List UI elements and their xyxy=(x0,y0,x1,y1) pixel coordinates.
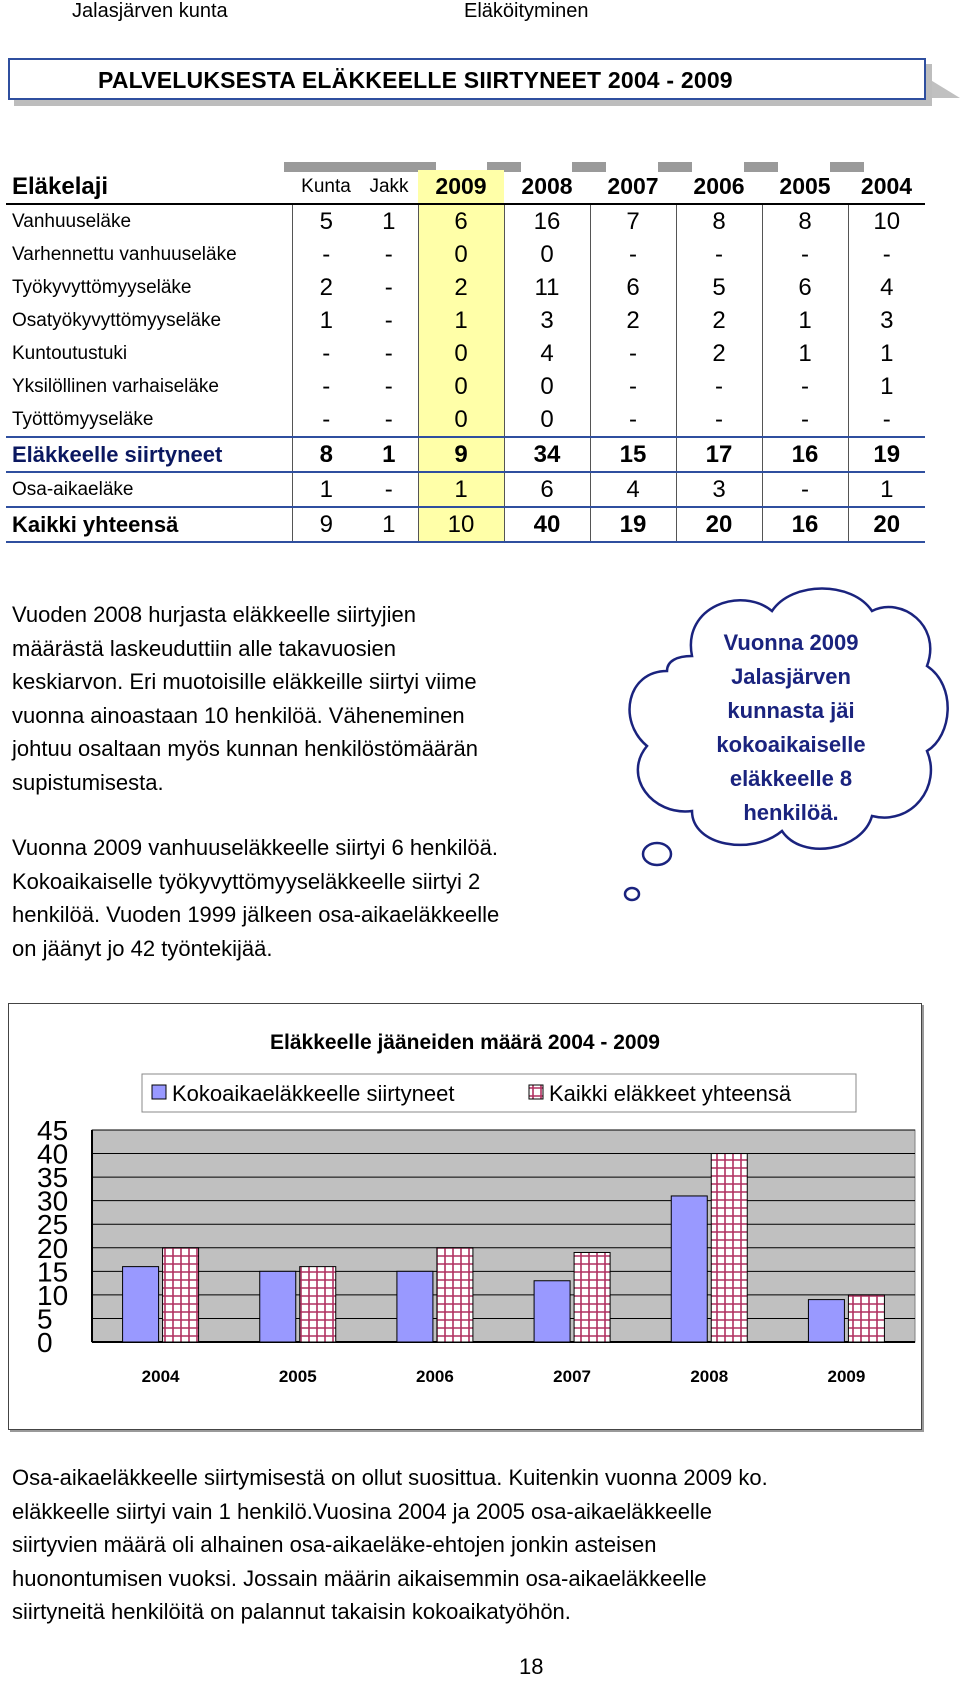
table-cell: 10 xyxy=(848,204,925,238)
col-year-header: 2007 xyxy=(590,170,676,204)
table-cell: 15 xyxy=(590,437,676,472)
table-cell: Osa-aikaeläke xyxy=(12,478,134,500)
chart-legend xyxy=(142,1074,856,1112)
bar-full-time xyxy=(671,1196,707,1342)
table-cell: - xyxy=(384,405,393,433)
y-tick-label: 30 xyxy=(37,1185,69,1217)
paragraph-part-time xyxy=(12,1461,942,1629)
table-cell: 0 xyxy=(504,370,590,403)
table-cell: 1 xyxy=(292,304,360,337)
x-tick-label: 2004 xyxy=(141,1367,180,1386)
text-line: huonontumisen vuoksi. Jossain määrin aikaisemmin osa-aikaeläkkeelle xyxy=(12,1565,707,1591)
text-line: vuonna ainoastaan 10 henkilöä. Väheneminen xyxy=(12,702,465,728)
y-tick-label: 20 xyxy=(37,1232,69,1264)
table-row xyxy=(6,238,925,271)
bar-full-time xyxy=(397,1271,433,1342)
table-cell: 5 xyxy=(676,271,762,304)
cloud-line: Vuonna 2009 xyxy=(723,630,859,655)
table-cell: - xyxy=(384,475,393,503)
table-cell: 19 xyxy=(590,507,676,542)
y-tick-label: 35 xyxy=(37,1162,69,1194)
text-line: Vuoden 2008 hurjasta eläkkeelle siirtyjien xyxy=(12,602,416,627)
y-tick-label: 0 xyxy=(37,1327,53,1358)
table-cell: Työttömyyseläke xyxy=(12,408,154,430)
table-row xyxy=(6,337,925,370)
legend-swatch-total xyxy=(529,1085,543,1099)
page-title: PALVELUKSESTA ELÄKKEELLE SIIRTYNEET 2004 - 2009 xyxy=(98,67,733,93)
bar-full-time xyxy=(534,1281,570,1342)
x-tick-label: 2007 xyxy=(553,1367,591,1386)
table-row xyxy=(6,370,925,403)
table-cell: Työkyvyttömyyseläke xyxy=(12,276,192,298)
col-year-header: 2004 xyxy=(848,170,925,204)
pension-table xyxy=(6,170,925,543)
cloud-text xyxy=(680,626,902,830)
table-cell: Kuntoutustuki xyxy=(12,342,128,364)
plot-area xyxy=(37,1115,915,1386)
table-cell: 4 xyxy=(590,472,676,507)
table-cell: 0 xyxy=(418,238,504,271)
table-cell: - xyxy=(384,339,393,367)
x-tick-label: 2006 xyxy=(416,1367,454,1386)
bar-total xyxy=(574,1252,610,1342)
table-cell: - xyxy=(762,472,848,507)
legend-label: Kaikki eläkkeet yhteensä xyxy=(549,1081,792,1106)
table-cell: 19 xyxy=(848,437,925,472)
table-cell: - xyxy=(292,337,360,370)
bar-total xyxy=(163,1248,199,1342)
x-tick-label: 2008 xyxy=(690,1367,729,1386)
table-cell: 1 xyxy=(848,370,925,403)
table-cell: 1 xyxy=(360,437,418,472)
table-cell: Varhennettu vanhuuseläke xyxy=(12,243,237,265)
table-cell: 40 xyxy=(504,507,590,542)
y-tick-label: 5 xyxy=(37,1303,53,1335)
col-year-header: 2006 xyxy=(676,170,762,204)
cloud-line: henkilöä. xyxy=(743,800,839,825)
bar-full-time xyxy=(260,1271,296,1342)
chart-frame xyxy=(8,1003,922,1430)
table-cell: - xyxy=(762,403,848,437)
paragraph-2009 xyxy=(12,831,499,965)
table-cell: 3 xyxy=(676,472,762,507)
table-cell: 1 xyxy=(762,304,848,337)
col-kunta-header: Kunta xyxy=(292,170,360,204)
table-row xyxy=(6,271,925,304)
table-cell: 0 xyxy=(418,370,504,403)
table-cell: - xyxy=(676,238,762,271)
table-cell: - xyxy=(384,306,393,334)
table-row xyxy=(6,507,925,542)
text-line: määrästä laskeuduttiin alle takavuosien xyxy=(12,635,397,661)
bar-full-time xyxy=(123,1267,159,1342)
text-line: eläkkeelle siirtyi vain 1 henkilö.Vuosina 2004 ja 2005 osa-aikaeläkkeelle xyxy=(12,1498,712,1524)
table-cell: 1 xyxy=(418,304,504,337)
text-line: keskiarvon. Eri muotoisille eläkkeille siirtyi viime xyxy=(12,669,477,694)
text-line: henkilöä. Vuoden 1999 jälkeen osa-aikaeläkkeelle xyxy=(12,902,500,927)
table-cell: - xyxy=(292,403,360,437)
cloud-line: eläkkeelle 8 xyxy=(729,766,853,791)
table-cell: - xyxy=(676,370,762,403)
table-cell: 4 xyxy=(848,271,925,304)
table-cell: 6 xyxy=(590,271,676,304)
table-cell: 2 xyxy=(418,271,504,304)
table-cell: 1 xyxy=(382,207,396,235)
cloud-line: kunnasta jäi xyxy=(727,698,855,723)
table-cell: 8 xyxy=(762,204,848,238)
table-cell: - xyxy=(590,337,676,370)
y-tick-label: 45 xyxy=(37,1115,69,1146)
table-cell: 34 xyxy=(504,437,590,472)
page-number: 18 xyxy=(519,1654,544,1679)
text-line: Osa-aikaeläkkeelle siirtymisestä on ollut suosittua. Kuitenkin vuonna 2009 ko. xyxy=(12,1465,768,1490)
table-cell: 2 xyxy=(292,271,360,304)
bar-total xyxy=(437,1248,473,1342)
cloud-line: Jalasjärven xyxy=(731,664,851,689)
table-cell: 11 xyxy=(504,271,590,304)
table-cell: 16 xyxy=(504,204,590,238)
table-cell: 2 xyxy=(590,304,676,337)
table-cell: - xyxy=(590,238,676,271)
table-cell: 8 xyxy=(676,204,762,238)
table-row xyxy=(6,304,925,337)
table-cell: - xyxy=(384,273,393,301)
table-cell: 7 xyxy=(590,204,676,238)
table-row xyxy=(6,204,925,238)
table-cell: 6 xyxy=(418,204,504,238)
cloud-line: kokoaikaiselle xyxy=(716,732,866,757)
col-jakk-header: Jakk xyxy=(360,170,418,204)
table-cell: 16 xyxy=(762,507,848,542)
table-cell: 3 xyxy=(504,304,590,337)
y-tick-label: 15 xyxy=(37,1256,69,1288)
header-municipality: Jalasjärven kunta xyxy=(72,0,228,22)
title-shadow-tip xyxy=(924,76,960,98)
text-line: johtuu osaltaan myös kunnan henkilöstömäärän xyxy=(12,736,478,761)
table-cell: 10 xyxy=(418,507,504,542)
table-cell: 0 xyxy=(504,403,590,437)
table-cell: 1 xyxy=(848,472,925,507)
table-cell: - xyxy=(292,238,360,271)
table-cell: 0 xyxy=(418,403,504,437)
y-tick-label: 25 xyxy=(37,1209,69,1241)
col-label-header: Eläkelaji xyxy=(6,170,292,204)
y-tick-label: 40 xyxy=(37,1138,69,1170)
text-line: siirtyneitä henkilöitä on palannut takaisin kokoaikatyöhön. xyxy=(12,1599,571,1624)
table-cell: - xyxy=(848,238,925,271)
table-cell: - xyxy=(590,370,676,403)
table-row xyxy=(6,437,925,472)
table-cell: - xyxy=(384,240,393,268)
x-tick-label: 2009 xyxy=(827,1367,866,1386)
table-cell: 1 xyxy=(848,337,925,370)
table-cell: Yksilöllinen varhaiseläke xyxy=(12,375,219,397)
table-cell: Osatyökyvyttömyyseläke xyxy=(12,309,222,331)
table-cell: 2 xyxy=(676,337,762,370)
paragraph-decline xyxy=(12,598,478,799)
table-row xyxy=(6,472,925,507)
table-cell: - xyxy=(590,403,676,437)
text-line: siirtyvien määrä oli alhainen osa-aikaeläke-ehtojen jonkin asteisen xyxy=(12,1532,657,1557)
table-cell: 20 xyxy=(676,507,762,542)
header-topic: Eläköityminen xyxy=(464,0,589,22)
table-cell: 5 xyxy=(292,204,360,238)
bar-full-time xyxy=(808,1300,844,1342)
plot-background xyxy=(92,1130,915,1342)
table-cell: - xyxy=(762,370,848,403)
text-line: on jäänyt jo 42 työntekijää. xyxy=(12,935,273,961)
bar-chart xyxy=(9,1004,921,1429)
table-cell: 20 xyxy=(848,507,925,542)
table-cell: 6 xyxy=(504,472,590,507)
table-cell: 9 xyxy=(292,507,360,542)
col-year-header: 2005 xyxy=(762,170,848,204)
bar-total xyxy=(300,1267,336,1342)
y-tick-label: 10 xyxy=(37,1279,69,1311)
table-cell: - xyxy=(292,370,360,403)
table-header-row xyxy=(6,170,925,204)
legend-swatch-full-time xyxy=(152,1085,166,1099)
table-cell: 3 xyxy=(848,304,925,337)
col-year-header: 2009 xyxy=(418,170,504,204)
table-cell: Eläkkeelle siirtyneet xyxy=(6,437,292,472)
table-cell: 1 xyxy=(762,337,848,370)
text-line: Kokoaikaiselle työkyvyttömyyseläkkeelle siirtyi 2 xyxy=(12,868,481,894)
text-line: Vuonna 2009 vanhuuseläkkeelle siirtyi 6 henkilöä. xyxy=(12,835,498,860)
table-cell: 1 xyxy=(418,472,504,507)
legend-label: Kokoaikaeläkkeelle siirtyneet xyxy=(172,1081,455,1106)
table-cell: 4 xyxy=(504,337,590,370)
title-box xyxy=(8,58,926,100)
table-cell: 8 xyxy=(292,437,360,472)
chart-title: Eläkkeelle jääneiden määrä 2004 - 2009 xyxy=(270,1031,660,1054)
table-cell: 0 xyxy=(418,337,504,370)
x-tick-label: 2005 xyxy=(278,1367,317,1386)
bar-total xyxy=(848,1295,884,1342)
table-cell: 17 xyxy=(676,437,762,472)
table-cell: 1 xyxy=(360,507,418,542)
table-cell: Vanhuuseläke xyxy=(12,210,132,232)
text-line: supistumisesta. xyxy=(12,769,164,795)
table-cell: 16 xyxy=(762,437,848,472)
table-row xyxy=(6,403,925,437)
table-cell: Kaikki yhteensä xyxy=(6,507,292,542)
table-cell: - xyxy=(384,372,393,400)
table-cell: - xyxy=(848,403,925,437)
table-cell: 9 xyxy=(418,437,504,472)
table-cell: - xyxy=(676,403,762,437)
bar-total xyxy=(711,1154,747,1342)
table-cell: 1 xyxy=(292,472,360,507)
table-cell: 2 xyxy=(676,304,762,337)
col-year-header: 2008 xyxy=(504,170,590,204)
table-cell: 6 xyxy=(762,271,848,304)
table-cell: - xyxy=(762,238,848,271)
table-cell: 0 xyxy=(504,238,590,271)
